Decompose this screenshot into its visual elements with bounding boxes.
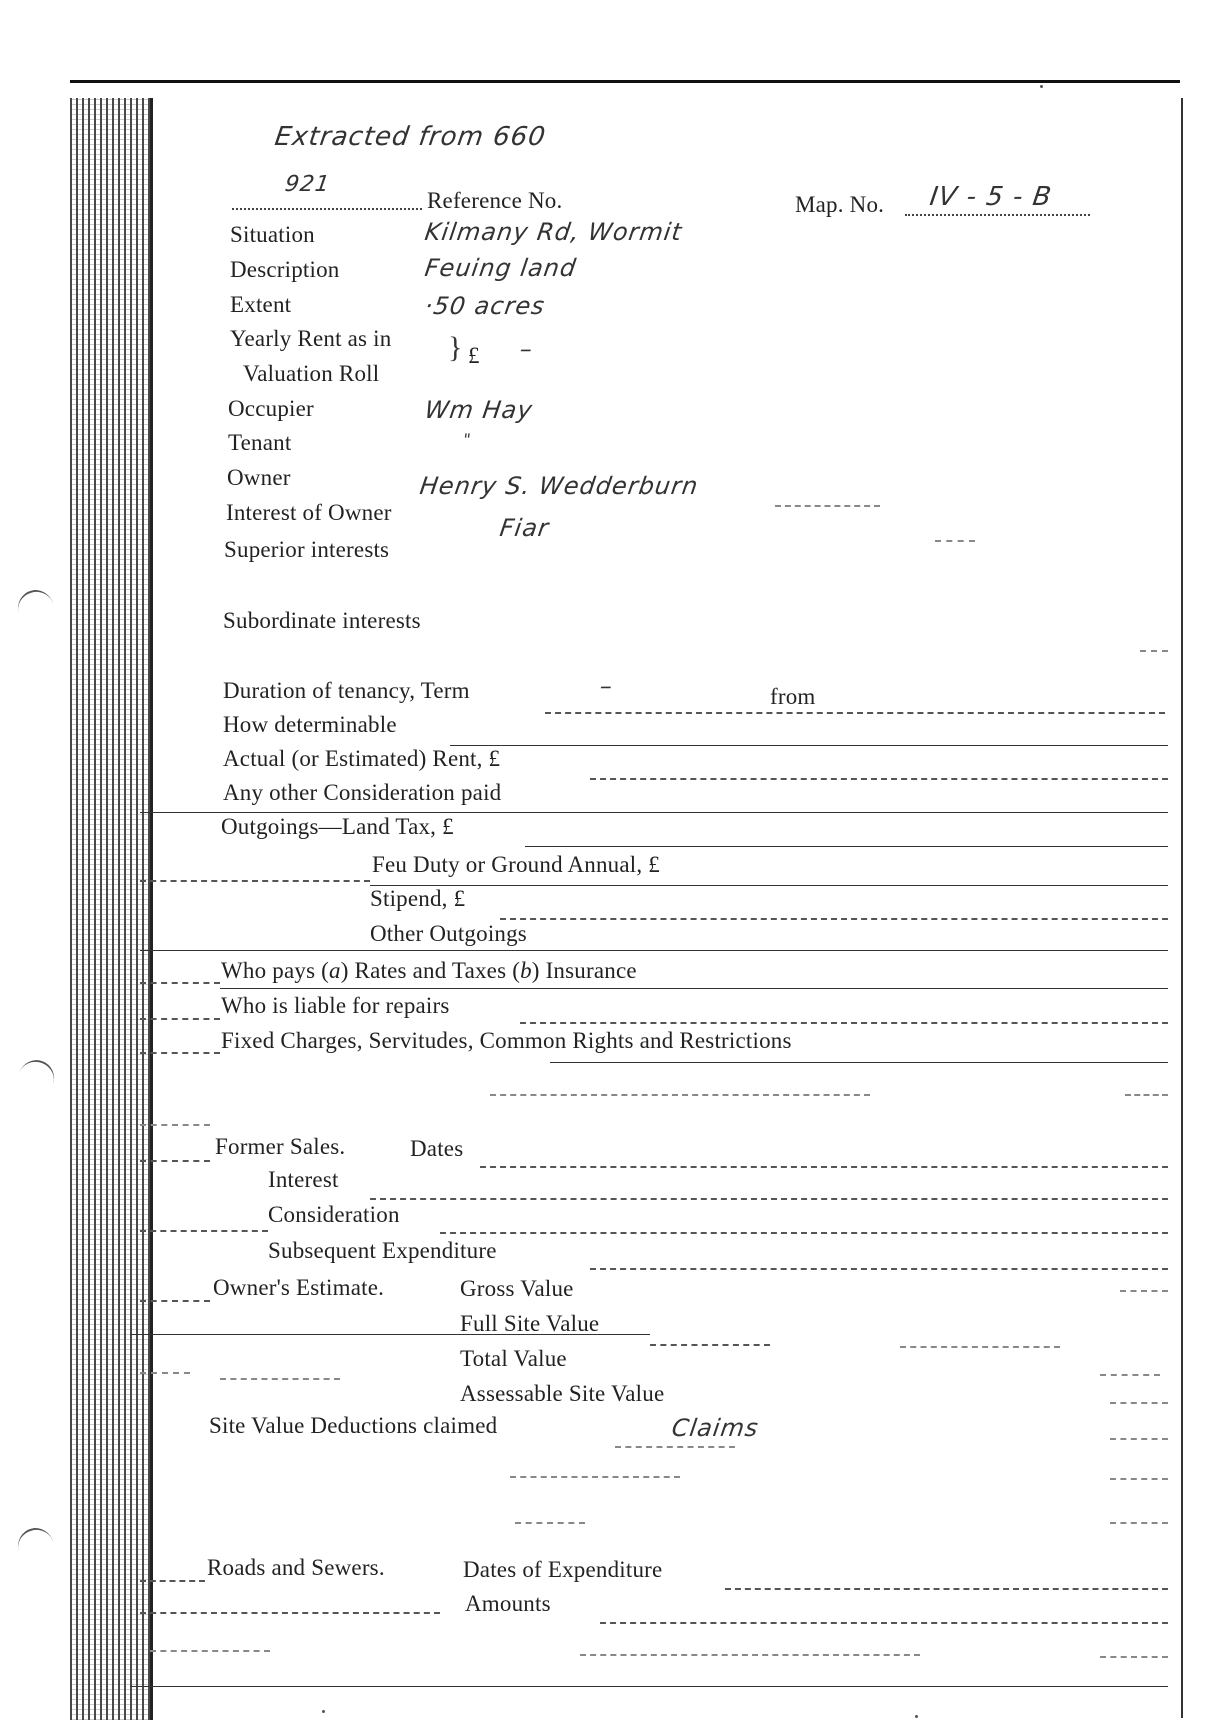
stipend-line [500, 918, 1168, 920]
reference-value: 921 [283, 172, 332, 197]
fixed-charges-blank-line [490, 1094, 870, 1096]
duration-line [545, 712, 1165, 714]
description-value: Feuing land [423, 254, 579, 282]
scan-speck [1040, 85, 1043, 88]
occupier-label: Occupier [228, 396, 314, 421]
duration-value: – [598, 672, 615, 700]
page-right-edge [1181, 98, 1183, 1718]
punch-hole-mark [14, 586, 59, 632]
map-label: Map. No. [795, 192, 885, 217]
who-liable-line [520, 1022, 1168, 1024]
margin-dash [1140, 650, 1168, 652]
how-determinable-label: How determinable [223, 712, 397, 737]
subordinate-interests-label: Subordinate interests [223, 608, 421, 633]
other-outgoings-label: Other Outgoings [370, 921, 527, 946]
reference-label: Reference No. [427, 188, 563, 213]
blank-line [150, 1650, 270, 1652]
former-sales-label: Former Sales. [215, 1134, 346, 1159]
amounts-label: Amounts [465, 1591, 551, 1616]
scan-speck [322, 1710, 325, 1713]
margin-dash [1110, 1522, 1168, 1524]
margin-dash [1100, 1374, 1160, 1376]
roads-sewers-label: Roads and Sewers. [207, 1555, 385, 1580]
site-value-deductions-value: Claims [670, 1414, 761, 1442]
land-tax-label: Outgoings—Land Tax, £ [221, 814, 454, 839]
reference-dotted-line [232, 208, 422, 210]
tenant-label: Tenant [228, 430, 292, 455]
stipend-label: Stipend, £ [370, 886, 466, 911]
bottom-rule [130, 1686, 1168, 1687]
yearly-rent-label-line1: Yearly Rent as in [230, 326, 392, 351]
margin-dash [900, 1346, 1060, 1348]
tenant-value: " [461, 430, 473, 449]
situation-label: Situation [230, 222, 315, 247]
margin-dash [1125, 1094, 1168, 1096]
margin-dash [515, 1522, 585, 1524]
other-outgoings-line [140, 950, 1168, 951]
consideration-line [440, 1232, 1168, 1234]
owner-value: Henry S. Wedderburn [418, 472, 701, 500]
roads-sewers-dates-label: Dates of Expenditure [463, 1557, 663, 1582]
owners-estimate-label: Owner's Estimate. [213, 1275, 385, 1300]
situation-value: Kilmany Rd, Wormit [423, 218, 685, 246]
full-site-value-label: Full Site Value [460, 1311, 600, 1336]
deductions-blank-line [510, 1476, 680, 1478]
actual-rent-label: Actual (or Estimated) Rent, £ [223, 746, 501, 771]
binding-strip [70, 98, 152, 1720]
yearly-rent-label-line2: Valuation Roll [243, 361, 380, 386]
extract-note: Extracted from 660 [272, 122, 548, 152]
fixed-charges-left-line [140, 1052, 220, 1054]
feu-duty-left-line [140, 880, 370, 882]
consideration-left-line [140, 1230, 268, 1232]
fixed-charges-label: Fixed Charges, Servitudes, Common Rights and Restrictions [221, 1028, 792, 1053]
feu-duty-label: Feu Duty or Ground Annual, £ [372, 852, 660, 877]
duration-from-label: from [770, 684, 816, 709]
who-liable-label: Who is liable for repairs [221, 993, 450, 1018]
actual-rent-line [590, 778, 1168, 780]
who-pays-line [220, 988, 1168, 989]
margin-dash [1110, 1438, 1168, 1440]
map-value: IV - 5 - B [927, 182, 1054, 212]
margin-dash [220, 1378, 340, 1380]
interest-line [370, 1198, 1168, 1200]
description-label: Description [230, 257, 340, 282]
interest-of-owner-value: Fiar [498, 514, 552, 542]
scan-speck [915, 1715, 918, 1718]
roads-sewers-line [725, 1588, 1168, 1590]
former-sales-dates-label: Dates [410, 1136, 464, 1161]
subsequent-expenditure-line [590, 1268, 1168, 1270]
roads-sewers-left-line [140, 1580, 205, 1582]
site-value-deductions-label: Site Value Deductions claimed [209, 1413, 498, 1438]
extent-value: ·50 acres [423, 292, 547, 320]
map-dotted-line [905, 214, 1090, 216]
gross-value-label: Gross Value [460, 1276, 574, 1301]
margin-dash [140, 1124, 210, 1126]
total-value-label: Total Value [460, 1346, 567, 1371]
full-site-value-line-right [650, 1344, 770, 1346]
margin-dash [935, 540, 975, 542]
margin-dash [140, 1372, 190, 1374]
brace-mark: } [448, 331, 463, 364]
occupier-value: Wm Hay [423, 396, 535, 424]
gross-value-left-line [140, 1300, 210, 1302]
other-consideration-line [140, 812, 1168, 813]
amounts-line [600, 1622, 1168, 1624]
owner-label: Owner [227, 465, 291, 490]
land-tax-line [525, 846, 1168, 847]
blank-line [580, 1654, 920, 1656]
margin-dash [1120, 1290, 1168, 1292]
consideration-label: Consideration [268, 1202, 400, 1227]
subsequent-expenditure-label: Subsequent Expenditure [268, 1238, 497, 1263]
extent-label: Extent [230, 292, 292, 317]
owner-dashed-line [775, 505, 880, 507]
who-pays-label: Who pays (a) Rates and Taxes (b) Insurance [221, 958, 637, 983]
how-determinable-line [450, 745, 1168, 746]
former-sales-left-line [140, 1160, 210, 1162]
deductions-dashed-line [615, 1446, 735, 1448]
margin-dash [1100, 1656, 1168, 1658]
punch-hole-mark [13, 1055, 60, 1103]
superior-interests-label: Superior interests [224, 537, 390, 562]
duration-label: Duration of tenancy, Term [223, 678, 470, 703]
margin-dash [1110, 1478, 1168, 1480]
full-site-value-line [130, 1334, 650, 1335]
margin-dash [1110, 1402, 1168, 1404]
interest-of-owner-label: Interest of Owner [226, 500, 392, 525]
interest-label: Interest [268, 1167, 339, 1192]
who-liable-left-line [140, 1018, 220, 1020]
assessable-site-value-label: Assessable Site Value [460, 1381, 665, 1406]
punch-hole-mark [14, 1524, 59, 1570]
amounts-left-line [140, 1612, 440, 1614]
who-pays-left-line [140, 982, 220, 984]
yearly-rent-currency: £ [468, 343, 480, 368]
other-consideration-label: Any other Consideration paid [223, 780, 502, 805]
binding-edge-line [150, 98, 153, 1720]
fixed-charges-line [550, 1062, 1168, 1063]
former-sales-line [480, 1166, 1168, 1168]
feu-duty-line [370, 885, 1168, 886]
yearly-rent-value: – [518, 335, 535, 363]
